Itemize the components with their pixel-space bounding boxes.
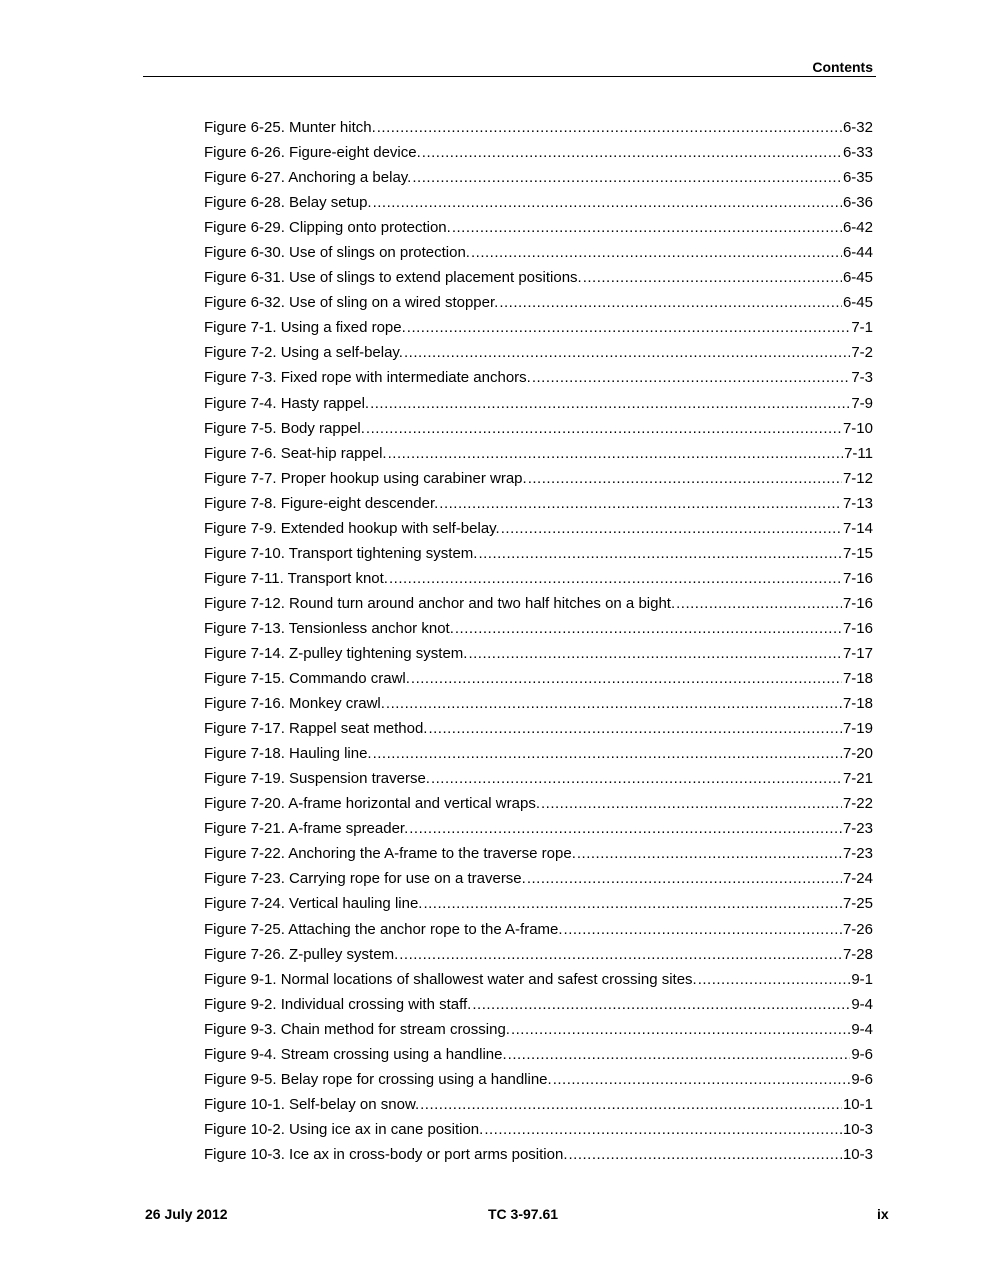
toc-entry-label: Figure 10-3. Ice ax in cross-body or port arms position.	[204, 1145, 568, 1163]
toc-entry-label: Figure 6-32. Use of sling on a wired stopper.	[204, 294, 499, 312]
toc-entry-label: Figure 10-2. Using ice ax in cane position.	[204, 1120, 484, 1138]
toc-entry-label: Figure 7-13. Tensionless anchor knot.	[204, 619, 454, 637]
toc-entry[interactable]	[204, 741, 873, 766]
dot-leader	[407, 319, 851, 336]
toc-entry-page: 9-4	[851, 1020, 873, 1038]
toc-entry-page: 7-22	[842, 795, 873, 813]
toc-entry-label: Figure 6-28. Belay setup.	[204, 194, 372, 212]
dot-leader	[388, 445, 843, 462]
toc-entry[interactable]	[204, 917, 873, 942]
list-of-figures	[204, 115, 873, 1167]
dot-leader	[532, 369, 850, 386]
dot-leader	[452, 219, 842, 236]
toc-entry-label: Figure 7-25. Attaching the anchor rope to the A-frame.	[204, 920, 563, 938]
toc-entry-page: 6-44	[842, 244, 873, 262]
dot-leader	[511, 1021, 850, 1038]
toc-entry-page: 9-6	[851, 1070, 873, 1088]
toc-entry[interactable]	[204, 240, 873, 265]
toc-entry[interactable]	[204, 290, 873, 315]
dot-leader	[423, 895, 842, 912]
toc-entry[interactable]	[204, 992, 873, 1017]
toc-entry-page: 7-18	[842, 670, 873, 688]
dot-leader	[420, 1096, 842, 1113]
toc-entry-page: 9-1	[851, 970, 873, 988]
toc-entry-label: Figure 7-15. Commando crawl.	[204, 670, 410, 688]
toc-entry-page: 7-16	[842, 619, 873, 637]
toc-entry-label: Figure 7-1. Using a fixed rope.	[204, 319, 406, 337]
header-divider	[143, 76, 876, 77]
toc-entry-label: Figure 7-17. Rappel seat method.	[204, 720, 428, 738]
toc-entry[interactable]	[204, 340, 873, 365]
toc-entry-label: Figure 7-7. Proper hookup using carabiner wrap.	[204, 469, 527, 487]
toc-entry-page: 7-25	[842, 895, 873, 913]
toc-entry[interactable]	[204, 491, 873, 516]
toc-entry[interactable]	[204, 666, 873, 691]
toc-entry[interactable]	[204, 215, 873, 240]
toc-entry[interactable]	[204, 265, 873, 290]
toc-entry[interactable]	[204, 466, 873, 491]
toc-entry[interactable]	[204, 841, 873, 866]
toc-entry-label: Figure 6-25. Munter hitch.	[204, 119, 376, 137]
toc-entry-label: Figure 7-12. Round turn around anchor and two half hitches on a bight.	[204, 594, 676, 612]
dot-leader	[508, 1046, 851, 1063]
toc-entry-page: 7-1	[851, 319, 873, 337]
dot-leader	[564, 921, 842, 938]
toc-entry-label: Figure 9-1. Normal locations of shallowest water and safest crossing sites.	[204, 970, 697, 988]
toc-entry-label: Figure 6-31. Use of slings to extend placement positions.	[204, 269, 582, 287]
toc-entry[interactable]	[204, 391, 873, 416]
toc-entry[interactable]	[204, 866, 873, 891]
toc-entry[interactable]	[204, 591, 873, 616]
toc-entry-label: Figure 9-2. Individual crossing with staff.	[204, 995, 472, 1013]
dot-leader	[553, 1071, 851, 1088]
toc-entry-page: 7-2	[851, 344, 873, 362]
dot-leader	[439, 495, 842, 512]
dot-leader	[478, 545, 842, 562]
toc-entry[interactable]	[204, 1117, 873, 1142]
dot-leader	[404, 344, 850, 361]
toc-entry[interactable]	[204, 1017, 873, 1042]
toc-entry-page: 7-20	[842, 745, 873, 763]
dot-leader	[569, 1146, 842, 1163]
dot-leader	[422, 144, 842, 161]
dot-leader	[541, 795, 842, 812]
dot-leader	[373, 194, 842, 211]
toc-entry[interactable]	[204, 365, 873, 390]
dot-leader	[468, 645, 842, 662]
toc-entry[interactable]	[204, 541, 873, 566]
toc-entry-label: Figure 7-18. Hauling line.	[204, 745, 372, 763]
toc-entry-page: 10-3	[842, 1145, 873, 1163]
toc-entry-label: Figure 7-6. Seat-hip rappel.	[204, 444, 387, 462]
page-header-title: Contents	[812, 59, 873, 75]
toc-entry-page: 6-32	[842, 119, 873, 137]
dot-leader	[527, 870, 842, 887]
dot-leader	[472, 996, 850, 1013]
toc-entry-page: 7-26	[842, 920, 873, 938]
dot-leader	[428, 720, 842, 737]
dot-leader	[412, 169, 842, 186]
dot-leader	[698, 971, 851, 988]
toc-entry-page: 10-1	[842, 1095, 873, 1113]
toc-entry[interactable]	[204, 766, 873, 791]
toc-entry[interactable]	[204, 716, 873, 741]
toc-entry-page: 7-15	[842, 544, 873, 562]
toc-entry-label: Figure 7-10. Transport tightening system.	[204, 544, 478, 562]
toc-entry-label: Figure 6-30. Use of slings on protection.	[204, 244, 470, 262]
toc-entry-label: Figure 7-24. Vertical hauling line.	[204, 895, 423, 913]
toc-entry-label: Figure 7-26. Z-pulley system.	[204, 945, 399, 963]
toc-entry[interactable]	[204, 115, 873, 140]
toc-entry-label: Figure 7-16. Monkey crawl.	[204, 695, 385, 713]
toc-entry[interactable]	[204, 641, 873, 666]
toc-entry-label: Figure 7-20. A-frame horizontal and vertical wraps.	[204, 795, 540, 813]
toc-entry-page: 7-14	[842, 519, 873, 537]
dot-leader	[411, 670, 842, 687]
toc-entry[interactable]	[204, 140, 873, 165]
toc-entry-label: Figure 7-8. Figure-eight descender.	[204, 494, 439, 512]
dot-leader	[583, 269, 842, 286]
toc-entry-page: 6-33	[842, 144, 873, 162]
dot-leader	[501, 520, 842, 537]
toc-entry-page: 7-17	[842, 645, 873, 662]
toc-entry-page: 7-28	[842, 945, 873, 963]
toc-entry-label: Figure 7-3. Fixed rope with intermediate anchors.	[204, 369, 531, 387]
toc-entry-page: 7-16	[842, 569, 873, 587]
toc-entry-label: Figure 7-23. Carrying rope for use on a traverse.	[204, 870, 526, 888]
toc-entry[interactable]	[204, 516, 873, 541]
toc-entry-page: 7-10	[842, 419, 873, 437]
toc-entry-label: Figure 7-9. Extended hookup with self-belay.	[204, 519, 500, 537]
toc-entry-label: Figure 9-4. Stream crossing using a handline.	[204, 1045, 507, 1063]
toc-entry-page: 7-23	[842, 845, 873, 863]
dot-leader	[455, 620, 842, 637]
toc-entry-page: 6-35	[842, 169, 873, 187]
dot-leader	[366, 420, 842, 437]
dot-leader	[676, 595, 842, 612]
toc-entry[interactable]	[204, 315, 873, 340]
toc-entry-label: Figure 9-5. Belay rope for crossing using a handline.	[204, 1070, 552, 1088]
toc-entry-label: Figure 10-1. Self-belay on snow.	[204, 1095, 420, 1113]
dot-leader	[377, 119, 842, 136]
toc-entry[interactable]	[204, 616, 873, 641]
toc-entry-page: 6-42	[842, 219, 873, 237]
footer-document-id: TC 3-97.61	[488, 1206, 559, 1222]
dot-leader	[528, 470, 842, 487]
toc-entry-label: Figure 6-27. Anchoring a belay.	[204, 169, 412, 187]
dot-leader	[389, 570, 842, 587]
dot-leader	[577, 845, 842, 862]
footer-date: 26 July 2012	[145, 1206, 228, 1222]
toc-entry[interactable]	[204, 566, 873, 591]
toc-entry-page: 7-12	[842, 469, 873, 487]
dot-leader	[499, 294, 842, 311]
toc-entry-page: 9-6	[851, 1045, 873, 1063]
toc-entry-page: 7-19	[842, 720, 873, 738]
toc-entry-label: Figure 6-29. Clipping onto protection.	[204, 219, 451, 237]
toc-entry-page: 7-16	[842, 594, 873, 612]
toc-entry-page: 7-23	[842, 820, 873, 838]
toc-entry-page: 7-18	[842, 695, 873, 713]
toc-entry-label: Figure 7-4. Hasty rappel.	[204, 394, 370, 412]
dot-leader	[431, 770, 842, 787]
toc-entry[interactable]	[204, 416, 873, 441]
dot-leader	[370, 395, 850, 412]
dot-leader	[471, 244, 842, 261]
toc-entry-page: 7-24	[842, 870, 873, 888]
toc-entry[interactable]	[204, 891, 873, 916]
toc-entry[interactable]	[204, 1092, 873, 1117]
toc-entry-label: Figure 7-11. Transport knot.	[204, 569, 388, 587]
toc-entry-page: 7-3	[851, 369, 873, 387]
toc-entry-page: 6-45	[842, 269, 873, 287]
toc-entry-page: 9-4	[851, 995, 873, 1013]
toc-entry[interactable]	[204, 441, 873, 466]
toc-entry-page: 7-9	[851, 394, 873, 412]
toc-entry-label: Figure 7-19. Suspension traverse.	[204, 770, 430, 788]
toc-entry[interactable]	[204, 967, 873, 992]
toc-entry-label: Figure 6-26. Figure-eight device.	[204, 144, 421, 162]
toc-entry-page: 7-13	[842, 494, 873, 512]
footer-page-number: ix	[877, 1206, 889, 1222]
toc-entry[interactable]	[204, 1042, 873, 1067]
toc-entry-label: Figure 7-5. Body rappel.	[204, 419, 365, 437]
dot-leader	[484, 1121, 842, 1138]
toc-entry-page: 6-36	[842, 194, 873, 212]
toc-entry[interactable]	[204, 942, 873, 967]
toc-entry-page: 7-11	[844, 444, 873, 462]
toc-entry-label: Figure 7-2. Using a self-belay.	[204, 344, 403, 362]
dot-leader	[409, 820, 842, 837]
toc-entry-page: 6-45	[842, 294, 873, 312]
toc-entry-label: Figure 9-3. Chain method for stream crossing.	[204, 1020, 510, 1038]
toc-entry-label: Figure 7-21. A-frame spreader.	[204, 820, 409, 838]
toc-entry-page: 7-21	[842, 770, 873, 788]
toc-entry[interactable]	[204, 791, 873, 816]
toc-entry[interactable]	[204, 691, 873, 716]
toc-entry[interactable]	[204, 1142, 873, 1167]
dot-leader	[386, 695, 842, 712]
toc-entry[interactable]	[204, 190, 873, 215]
toc-entry[interactable]	[204, 816, 873, 841]
dot-leader	[399, 946, 842, 963]
toc-entry[interactable]	[204, 1067, 873, 1092]
toc-entry-label: Figure 7-22. Anchoring the A-frame to the traverse rope.	[204, 845, 576, 863]
toc-entry[interactable]	[204, 165, 873, 190]
dot-leader	[373, 745, 842, 762]
toc-entry-label: Figure 7-14. Z-pulley tightening system.	[204, 645, 468, 662]
toc-entry-page: 10-3	[842, 1120, 873, 1138]
